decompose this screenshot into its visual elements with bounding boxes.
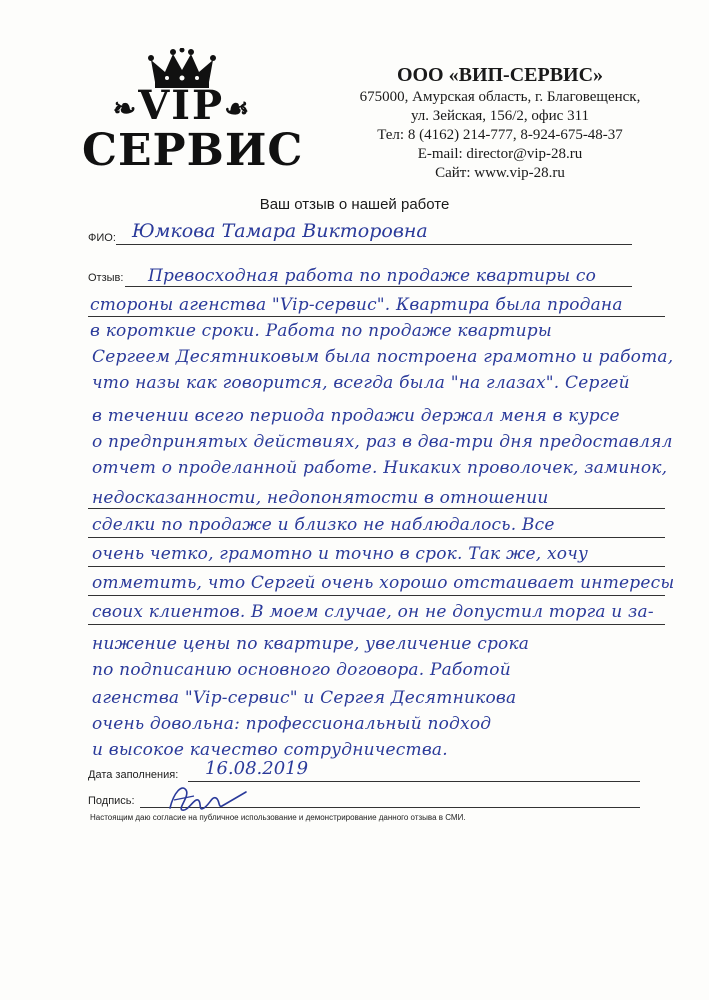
company-site: Сайт: www.vip-28.ru <box>435 165 565 181</box>
review-underline <box>88 595 665 596</box>
review-line: что назы как говорится, всегда была "на глазах". Сергей <box>92 373 630 393</box>
review-line: агенства "Vip-сервис" и Сергея Десятникова <box>92 688 517 708</box>
consent-text: Настоящим даю согласие на публичное использование и демонстрирование данного отзыва в СМИ. <box>90 813 466 822</box>
review-underline <box>125 286 632 287</box>
company-address-2: ул. Зейская, 156/2, офис 311 <box>410 108 590 124</box>
review-line: в течении всего периода продажи держал меня в курсе <box>92 406 620 426</box>
review-line: отметить, что Сергей очень хорошо отстаивает интересы <box>92 573 675 593</box>
company-phone: Тел: 8 (4162) 214-777, 8-924-675-48-37 <box>377 127 623 143</box>
vip-service-logo <box>82 48 304 176</box>
company-email: E-mail: director@vip-28.ru <box>417 146 583 162</box>
fio-label: ФИО: <box>88 232 116 244</box>
review-label: Отзыв: <box>88 272 124 284</box>
signature-label: Подпись: <box>88 795 135 807</box>
review-line: очень довольна: профессиональный подход <box>92 714 492 734</box>
review-line: своих клиентов. В моем случае, он не допустил торга и за- <box>92 602 654 622</box>
date-value: 16.08.2019 <box>205 758 309 779</box>
review-line: и высокое качество сотрудничества. <box>92 740 448 760</box>
company-info <box>320 62 680 183</box>
company-name: ООО «ВИП-СЕРВИС» <box>396 64 604 86</box>
review-line: нижение цены по квартире, увеличение срока <box>92 634 530 654</box>
date-underline <box>188 781 640 782</box>
review-line: Превосходная работа по продаже квартиры со <box>148 266 597 286</box>
review-line: в короткие сроки. Работа по продаже квартиры <box>90 321 552 341</box>
review-underline <box>88 508 665 509</box>
review-line: отчет о проделанной работе. Никаких проволочек, заминок, <box>92 458 668 478</box>
signature-mark <box>160 778 250 818</box>
company-address-1: 675000, Амурская область, г. Благовещенск, <box>359 89 641 105</box>
review-line: о предпринятых действиях, раз в два-три дня предоставлял <box>92 432 673 452</box>
review-line: Сергеем Десятниковым была построена грамотно и работа, <box>92 347 674 367</box>
fio-value: Юмкова Тамара Викторовна <box>132 220 428 242</box>
review-line: сделки по продаже и близко не наблюдалось. Все <box>92 515 555 535</box>
review-line: очень четко, грамотно и точно в срок. Так же, хочу <box>92 544 589 564</box>
logo-servis-text: СЕРВИС <box>82 125 304 176</box>
logo-vip-text: ❧VIP☙ <box>112 82 252 129</box>
review-underline <box>88 316 665 317</box>
review-underline <box>88 624 665 625</box>
date-label: Дата заполнения: <box>88 769 179 781</box>
fio-underline <box>116 244 632 245</box>
review-line: недосказанности, недопонятости в отношении <box>92 488 549 508</box>
form-title: Ваш отзыв о нашей работе <box>259 196 450 213</box>
review-underline <box>88 537 665 538</box>
review-line: стороны агенства "Vip-сервис". Квартира была продана <box>90 295 623 315</box>
review-line: по подписанию основного договора. Работой <box>92 660 511 680</box>
review-underline <box>88 566 665 567</box>
